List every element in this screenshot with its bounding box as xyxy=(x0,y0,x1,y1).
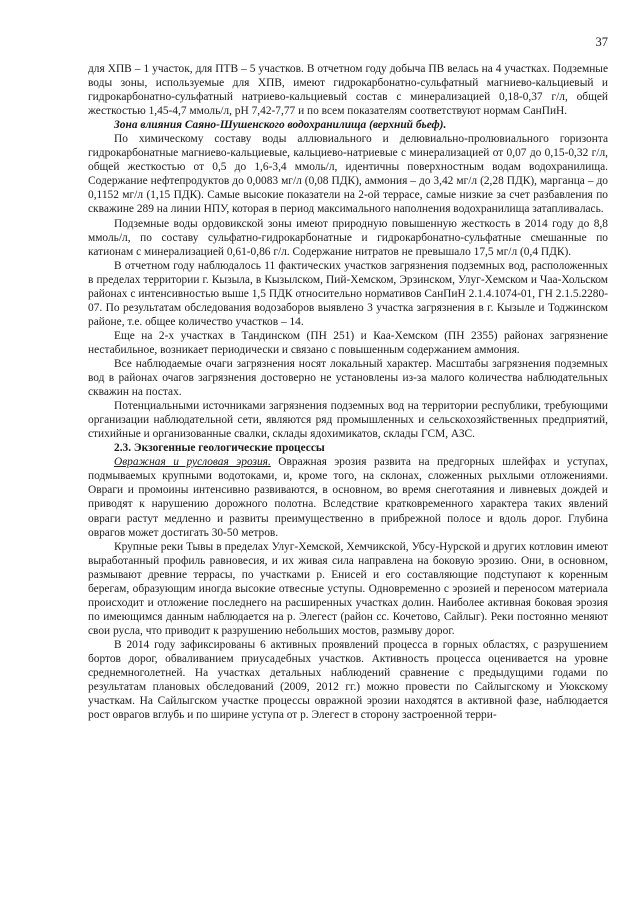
paragraph-groundwater-zone: для ХПВ – 1 участок, для ПТВ – 5 участков. В отчетном году добыча ПВ велась на 4 участках. Подземные воды зоны, используемые для ХПВ, имеют гидрокарбонатно-сульфатный магниево-кальциевый и гидрокарбонатно-сульфатный натриево-кальциевый состав с минерализацией 0,18-0,37 г/л, общей жесткостью 1,45-4,7 ммоль/л, рН 7,42-7,77 и по всем показателям соответствуют нормам СанПиН. xyxy=(88,63,608,118)
paragraph-ravine-erosion xyxy=(88,455,608,539)
ravine-erosion-lead: Овражная и русловая эрозия. xyxy=(114,456,271,469)
paragraph-large-rivers: Крупные реки Тывы в пределах Улуг-Хемской, Хемчикской, Убсу-Нурской и других котловин имеют выработанный профиль равновесия, и их живая сила направлена на боковую эрозию. Они, в основном, размывают древние террасы, по участками р. Енисей и его составляющие подступают к коренным берегам, образующим иногда высокие отвесные уступы. Одновременно с эрозией и переносом материала происходит и отложение последнего на расширенных участках долин. Наиболее активная боковая эрозия по имеющимся данным наблюдается на р. Элегест (район сс. Кочетово, Сайлыг). Реки постоянно меняют свои русла, что приводит к разрушению небольших мостов, размыву дорог. xyxy=(88,540,608,637)
paragraph-local-character: Все наблюдаемые очаги загрязнения носят локальный характер. Масштабы загрязнения подземных вод в районах очагов загрязнения достоверно не установлены из-за малого количества наблюдательных скважин на постах. xyxy=(88,357,608,399)
paragraph-2014-observations: В 2014 году зафиксированы 6 активных проявлений процесса в горных областях, с разрушением бортов дорог, обваливанием приусадебных участков. Активность процесса оценивается на уровне среднемноголетней. На участках детальных наблюдений сравнение с предыдущими годами по результатам плановых обследований (2009, 2012 гг.) можно провести по Сайлыгскому и Уюкскому участкам. На Сайлыгском участке процессы овражной эрозии находятся в активной фазе, наблюдается рост оврагов вглубь и по ширине уступа от р. Элегест в сторону застроенной терри- xyxy=(88,638,608,722)
paragraph-chemical-composition: По химическому составу воды аллювиального и делювиально-пролювиального горизонта гидрокарбонатные магниево-кальциевые, кальциево-натриевые с минерализацией от 0,07 до 0,15-0,32 г/л, общей жесткостью от 0,5 до 1,6-3,4 ммоль/л, идентичны поверхностным водам водохранилища. Содержание нефтепродуктов до 0,0083 мг/л (0,08 ПДК), аммония – до 3,42 мг/л (2,28 ПДК), марганца – до 0,1152 мг/л (1,15 ПДК). Самые высокие показатели на 2-ой террасе, самые низкие за счет разбавления по скважине 289 на линии НПУ, которая в период максимального наполнения водохранилища затапливалась. xyxy=(88,133,608,216)
paragraph-ordovician-zone: Подземные воды ордовикской зоны имеют природную повышенную жесткость в 2014 году до 8,8 ммоль/л, по составу сульфатно-гидрокарбонатные и гидрокарбонатно-сульфатные смешанные по катионам с минерализацией 0,61-0,86 г/л. Содержание нитратов не превышало 17,5 мг/л (0,4 ПДК). xyxy=(88,217,608,258)
subheading-sayano-shushenskoe: Зона влияния Саяно-Шушенского водохранилища (верхний бьеф). xyxy=(114,119,447,132)
document-body xyxy=(88,62,608,722)
paragraph-pollution-sources: Потенциальными источниками загрязнения подземных вод на территории республики, требующими организации наблюдательной сети, являются ряд промышленных и сельскохозяйственных предприятий, стихийные и организованные свалки, склады ядохимикатов, склады ГСМ, АЗС. xyxy=(88,400,608,441)
ravine-erosion-text: Овражная эрозия развита на предгорных шлейфах и уступах, подмываемых крупными водотоками, и, кроме того, на склонах, сложенных рыхлыми отложениями. Овраги и промоины интенсивно развиваются, в основном, во время снеготаяния и ливневых дождей и приводят к нарушению дорожного полотна. Вследствие кратковременного характера таких явлений овраги растут медленно и развиты преимущественно в прибрежной полосе и вдоль дорог. Глубина оврагов может достигать 30-50 метров. xyxy=(88,456,608,539)
page-number: 37 xyxy=(595,35,608,49)
paragraph-pollution-sites: В отчетном году наблюдалось 11 фактических участков загрязнения подземных вод, расположенных в пределах территории г. Кызыла, в Кызылском, Пий-Хемском, Эрзинском, Улуг-Хемском и Чаа-Хольском районах с интенсивностью выше 1,5 ПДК относительно нормативов СанПиН 2.1.4.1074-01, ГН 2.1.5.2280-07. По результатам обследования водозаборов выявлено 3 участка загрязнения в г. Кызыле и Тоджинском районе, т.е. общее количество участков – 14. xyxy=(88,259,608,328)
paragraph-unstable-pollution: Еще на 2-х участках в Тандинском (ПН 251) и Каа-Хемском (ПН 2355) районах загрязнение нестабильное, возникает периодически и связано с повышенным содержанием аммония. xyxy=(88,329,608,356)
section-heading-exogenous-processes: 2.3. Экзогенные геологические процессы xyxy=(114,442,325,455)
